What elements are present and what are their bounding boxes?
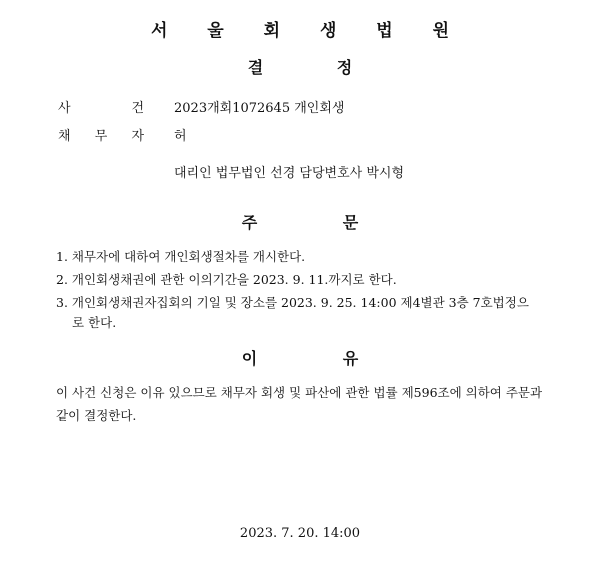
case-number: 2023개회1072645 개인회생	[174, 101, 345, 116]
case-label-char: 건	[131, 101, 144, 116]
debtor-label-char: 자	[131, 129, 144, 144]
decision-date: 2023. 7. 20. 14:00	[239, 526, 361, 541]
order-item-continuation: 로 한다.	[72, 315, 117, 330]
order-item: 1. 채무자에 대하여 개인회생절차를 개시한다.	[56, 249, 306, 264]
debtor-label-char: 무	[94, 129, 108, 144]
document-title: 결 정	[247, 58, 387, 77]
order-item: 3. 개인회생채권자집회의 기일 및 장소를 2023. 9. 25. 14:00 제4별관 3층 7호법정으	[56, 295, 529, 310]
reason-heading: 이 유	[241, 349, 399, 368]
court-name: 서 울 회 생 법 원	[150, 21, 467, 41]
case-label	[58, 97, 144, 116]
debtor-label-char: 채	[58, 129, 71, 144]
case-label-char: 사	[58, 101, 71, 116]
reason-text: 이 사건 신청은 이유 있으므로 채무자 회생 및 파산에 관한 법률 제596조에 의하여 주문과 같이 결정한다.	[56, 385, 543, 423]
debtor-representative: 대리인 법무법인 선경 담당변호사 박시형	[174, 166, 405, 181]
debtor-label	[58, 125, 144, 144]
order-heading: 주 문	[241, 213, 399, 232]
debtor-name: 허	[174, 129, 187, 144]
order-item: 2. 개인회생채권에 관한 이의기간을 2023. 9. 11.까지로 한다.	[56, 272, 397, 287]
